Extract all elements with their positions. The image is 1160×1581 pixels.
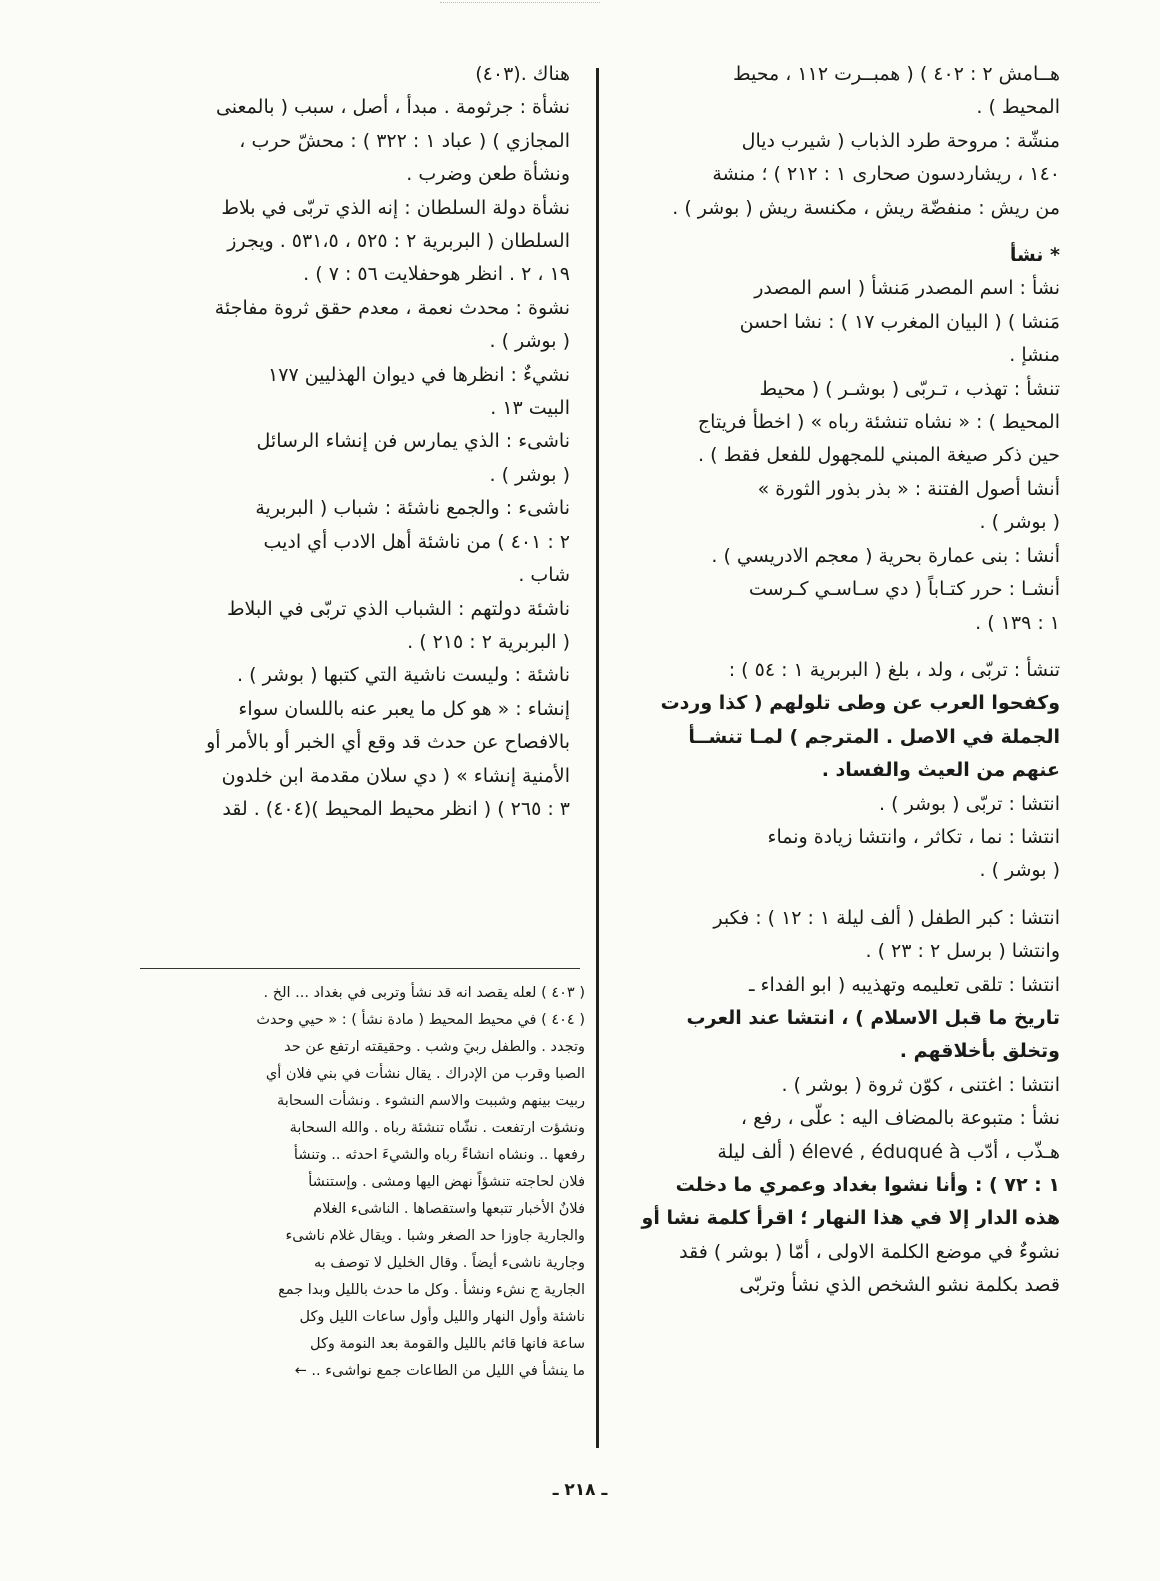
right-column-line: نشأ : متبوعة بالمضاف اليه : علّى ، رفع ، bbox=[740, 1107, 1060, 1130]
right-column-line: أنشـا : حرر كتـاباً ( دي سـاسـي كـرست bbox=[748, 578, 1060, 601]
right-column-line: انتشا : كبر الطفل ( ألف ليلة ١ : ١٢ ) : فكبر bbox=[713, 906, 1060, 929]
right-column-line: من ريش : منفضّة ريش ، مكنسة ريش ( بوشر ) . bbox=[672, 196, 1060, 219]
footnotes-line: الجارية ج نشء ونشأ . وكل ما حدث بالليل وبدا جمع bbox=[278, 1282, 585, 1298]
paragraph-gap bbox=[600, 888, 1060, 902]
left-column-line: البيت ١٣ . bbox=[490, 397, 570, 420]
footnotes-line: الصبا وقرب من الإدراك . يقال نشأت في بني فلان أي bbox=[265, 1066, 585, 1082]
footnotes-line: والجارية جاوزا حد الصغر وشبا . ويقال غلام ناشىء bbox=[285, 1228, 585, 1244]
right-column-line: وانتشا ( برسل ٢ : ٢٣ ) . bbox=[865, 940, 1060, 963]
scan-artifact bbox=[440, 2, 600, 6]
right-column-line: انتشا : نما ، تكاثر ، وانتشا زيادة ونماء bbox=[767, 825, 1060, 848]
right-column-line: تنشأ : تهذب ، تـربّى ( بوشـر ) ( محيط bbox=[759, 377, 1060, 400]
footnotes-line: وتجدد . والطفل ربيَ وشب . وحقيقته ارتفع عن حد bbox=[284, 1039, 585, 1055]
right-column-line: حين ذكر صيغة المبني للمجهول للفعل فقط ) . bbox=[698, 444, 1060, 467]
right-column bbox=[600, 58, 1060, 1303]
footnotes-line: رفعها .. ونشاه انشاءً رباه والشيءَ احدثه .. وتنشأ bbox=[293, 1147, 585, 1163]
right-column-line: مَنشا ) ( البيان المغرب ١٧ ) : نشا احسن bbox=[739, 310, 1060, 333]
left-column-line: نشأة دولة السلطان : إنه الذي تربّى في بلاط bbox=[221, 196, 570, 219]
left-column-line: نشأة : جرثومة . مبدأ ، أصل ، سبب ( بالمعنى bbox=[215, 96, 570, 119]
paragraph-gap bbox=[600, 640, 1060, 654]
footnotes-line: ساعة فانها قائم بالليل والقومة بعد النومة وكل bbox=[309, 1336, 585, 1352]
right-column-line: ١ : ٧٢ ) : وأنا نشوا بغداد وعمري ما دخلت bbox=[675, 1174, 1060, 1196]
right-column-line: انتشا : اغتنى ، كوّن ثروة ( بوشر ) . bbox=[781, 1073, 1060, 1096]
right-column-line: عنهم من العيث والفساد . bbox=[821, 759, 1060, 782]
footnotes-line: وجارية ناشىء أيضاً . وقال الخليل لا توصف به bbox=[313, 1255, 585, 1271]
column-divider bbox=[596, 68, 599, 1448]
left-column-line: السلطان ( البربرية ٢ : ٥٢٥ ، ٥٣١،٥ . ويجرز bbox=[227, 230, 570, 253]
left-column-line: شاب . bbox=[518, 564, 570, 587]
left-column-line: بالافصاح عن حدث قد وقع أي الخبر أو بالأمر أو bbox=[206, 731, 570, 754]
left-column-line: الأمنية إنشاء » ( دي سلان مقدمة ابن خلدون bbox=[221, 764, 570, 787]
left-column-line: ( بوشر ) . bbox=[489, 463, 570, 486]
right-column-line: أنشا أصول الفتنة : « بذر بذور الثورة » bbox=[757, 477, 1060, 500]
right-column-line: هــامش ٢ : ٤٠٢ ) ( همبــرت ١١٢ ، محيط bbox=[733, 63, 1060, 85]
left-column-line: ناشىء : والجمع ناشئة : شباب ( البربرية bbox=[255, 497, 570, 520]
left-column-line: ناشئة : وليست ناشية التي كتبها ( بوشر ) . bbox=[237, 664, 570, 687]
footnotes-line: ( ٤٠٣ ) لعله يقصد انه قد نشأ وتربى في بغداد ... الخ . bbox=[263, 985, 585, 1001]
left-column-line: ٣ : ٢٦٥ ) ( انظر محيط المحيط )(٤٠٤) . لقد bbox=[222, 797, 570, 820]
footnotes-line: فلان لحاجته تنشؤاً نهض اليها ومشى . وإستنشأ bbox=[308, 1174, 585, 1190]
right-column-line: نشوءٌ في موضع الكلمة الاولى ، أمّا ( بوشر ) فقد bbox=[679, 1240, 1060, 1263]
left-column-line: ( بوشر ) . bbox=[489, 330, 570, 353]
footnotes-line: ما ينشأ في الليل من الطاعات جمع نواشىء .. ← bbox=[294, 1363, 585, 1379]
footnotes bbox=[130, 980, 585, 1385]
footnotes-line: ناشئة وأول النهار والليل وأول ساعات الليل وكل bbox=[299, 1309, 585, 1325]
footnotes-line: ربيت بينهم وشببت والاسم النشوء . ونشأت السحابة bbox=[277, 1093, 585, 1109]
left-column-line: المجازي ) ( عباد ١ : ٣٢٢ ) : محشّ حرب ، bbox=[239, 129, 570, 152]
right-column-line: وتخلق بأخلاقهم . bbox=[899, 1040, 1060, 1063]
paragraph-gap bbox=[600, 225, 1060, 239]
right-column-line: منشّة : مروحة طرد الذباب ( شيرب ديال bbox=[741, 129, 1060, 152]
footnotes-line: ونشؤت ارتفعت . نشّاه تنشئة رباه . والله السحابة bbox=[289, 1120, 585, 1136]
right-column-line: ( بوشر ) . bbox=[979, 859, 1060, 882]
right-column-line: أنشا : بنى عمارة بحرية ( معجم الادريسي ) . bbox=[711, 544, 1060, 567]
left-column-line: هناك .(٤٠٣) bbox=[475, 63, 570, 85]
right-column-line: هـذّب ، أدّب élevé , éduqué à ( ألف ليلة bbox=[717, 1140, 1060, 1163]
right-column-line: الجملة في الاصل . المترجم ) لمـا تنشــأ bbox=[688, 725, 1060, 748]
right-column-line: قصد بكلمة نشو الشخص الذي نشأ وتربّى bbox=[739, 1274, 1060, 1297]
left-column-line: ٢ : ٤٠١ ) من ناشئة أهل الادب أي اديب bbox=[263, 530, 570, 553]
footnote-separator bbox=[140, 968, 580, 969]
right-column-line: * نشأ bbox=[1009, 244, 1060, 267]
right-column-line: ١٤٠ ، ريشاردسون صحارى ١ : ٢١٢ ) ؛ منشة bbox=[712, 163, 1060, 186]
right-column-line: المحيط ) : « نشاه تنشئة رباه » ( اخطأ فريتاج bbox=[697, 411, 1060, 434]
right-column-line: انتشا : تربّى ( بوشر ) . bbox=[879, 792, 1060, 815]
right-column-line: ( بوشر ) . bbox=[979, 511, 1060, 534]
right-column-line: منشإ . bbox=[1009, 344, 1060, 367]
right-column-line: هذه الدار إلا في هذا النهار ؛ اقرأ كلمة نشا أو bbox=[641, 1207, 1060, 1230]
footnotes-line: ( ٤٠٤ ) في محيط المحيط ( مادة نشأ ) : « حيي وحدث bbox=[256, 1012, 585, 1028]
right-column-line: تنشأ : تربّى ، ولد ، بلغ ( البربرية ١ : ٥٤ ) : bbox=[728, 658, 1060, 681]
right-column-line: ١ : ١٣٩ ) . bbox=[975, 611, 1060, 634]
left-column-line: نشوة : محدث نعمة ، معدم حقق ثروة مفاجئة bbox=[214, 296, 570, 319]
right-column-line: انتشا : تلقى تعليمه وتهذيبه ( ابو الفداء ـ bbox=[748, 973, 1060, 996]
left-column-line: إنشاء : « هو كل ما يعبر عنه باللسان سواء bbox=[238, 697, 570, 720]
right-column-line: وكفحوا العرب عن وطى تلولهم ( كذا وردت bbox=[660, 692, 1060, 715]
right-column-line: تاريخ ما قبل الاسلام ) ، انتشا عند العرب bbox=[686, 1006, 1060, 1029]
right-column-line: المحيط ) . bbox=[976, 96, 1060, 119]
left-column-line: ( البربرية ٢ : ٢١٥ ) . bbox=[407, 630, 570, 653]
right-column-line: نشأ : اسم المصدر مَنشأ ( اسم المصدر bbox=[754, 277, 1060, 300]
page-number: ـ ٢١٨ ـ bbox=[552, 1480, 608, 1500]
footnotes-line: فلانٌ الأخبار تتبعها واستقصاها . الناشىء الغلام bbox=[313, 1201, 585, 1217]
left-column bbox=[135, 58, 570, 826]
left-column-line: ناشىء : الذي يمارس فن إنشاء الرسائل bbox=[256, 430, 570, 453]
left-column-line: ١٩ ، ٢ . انظر هوحفلايت ٥٦ : ٧ ) . bbox=[303, 263, 570, 286]
left-column-line: نشيءٌ : انظرها في ديوان الهذليين ١٧٧ bbox=[268, 363, 570, 386]
left-column-line: ناشئة دولتهم : الشباب الذي تربّى في البلاط bbox=[226, 597, 570, 620]
left-column-line: ونشأة طعن وضرب . bbox=[406, 163, 570, 186]
